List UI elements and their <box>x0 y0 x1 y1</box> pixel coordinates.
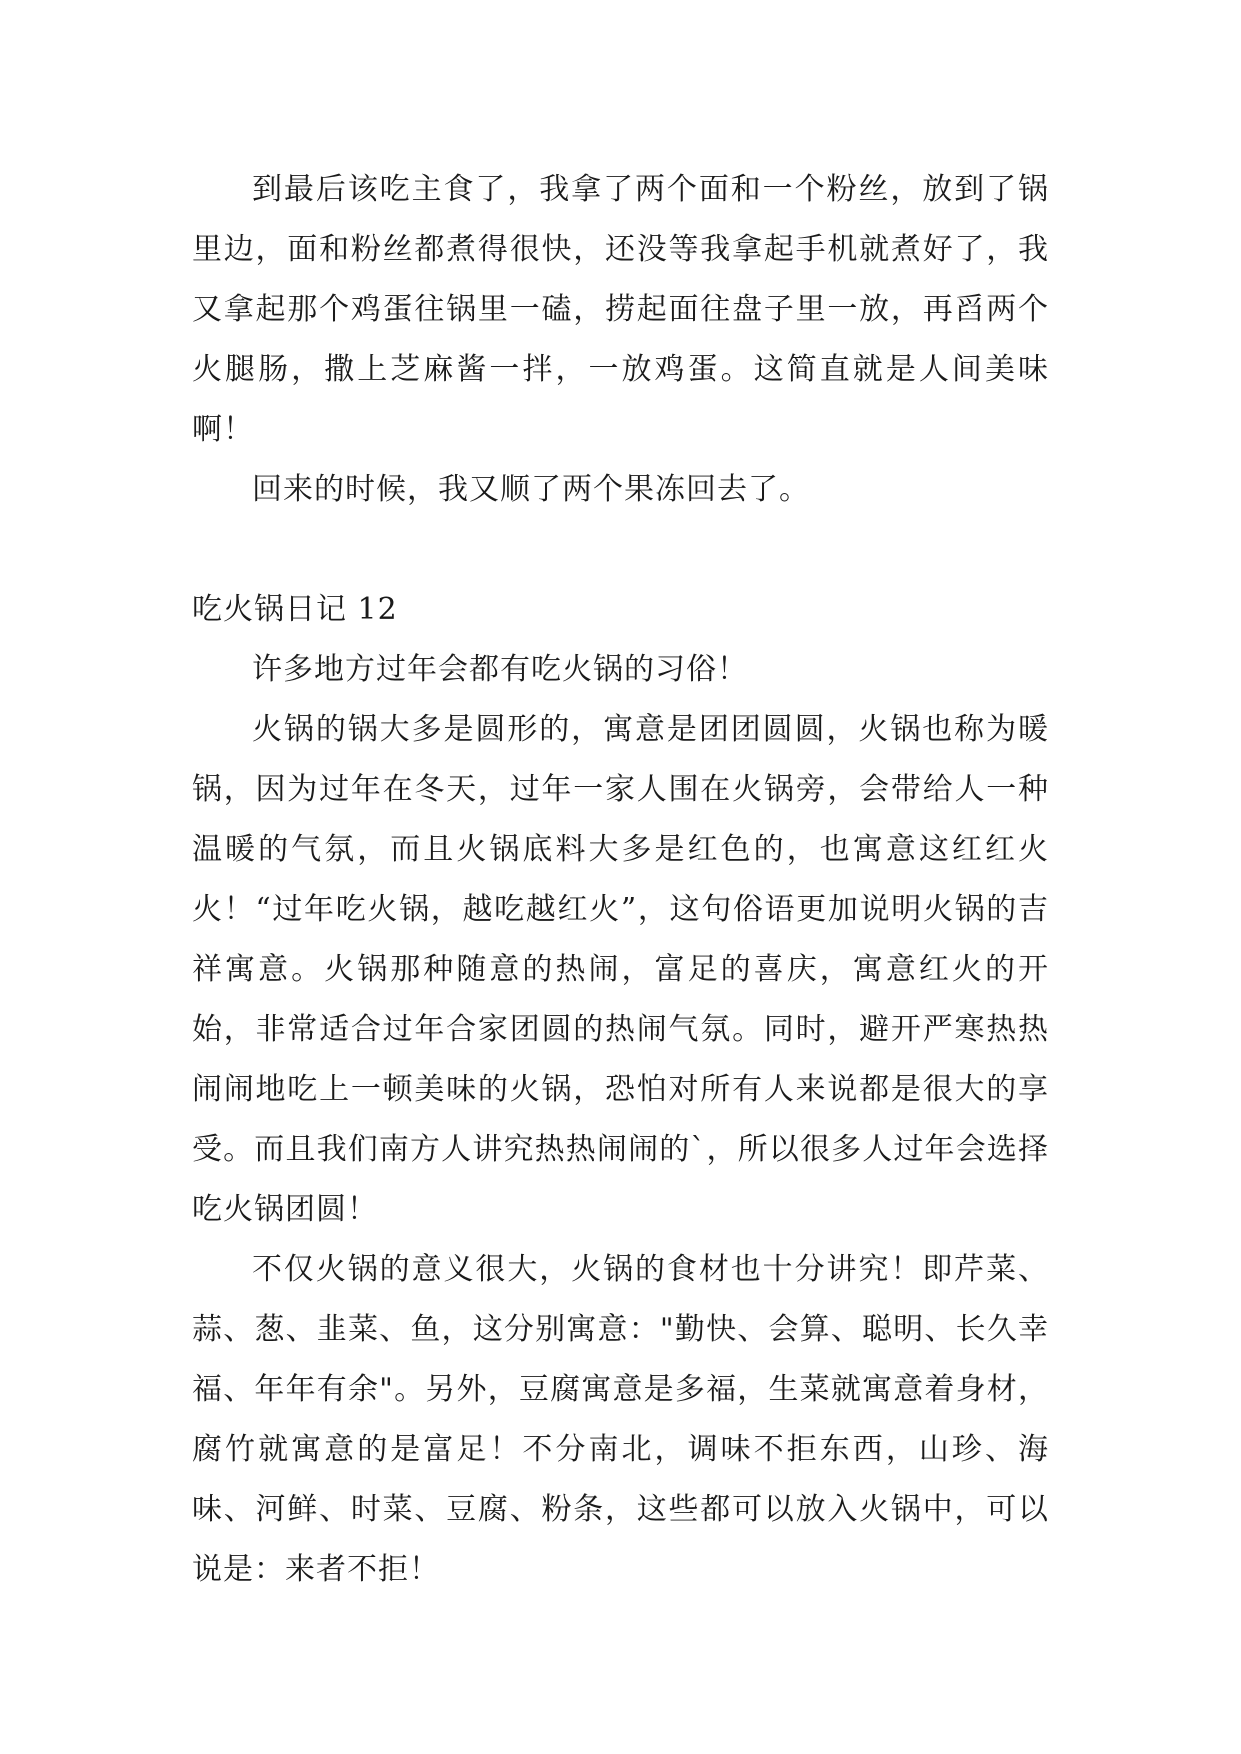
paragraph: 火锅的锅大多是圆形的，寓意是团团圆圆，火锅也称为暖锅，因为过年在冬天，过年一家人围在火锅旁，会带给人一种温暖的气氛，而且火锅底料大多是红色的，也寓意这红红火火！“过年吃火锅，越吃越红火”，这句俗语更加说明火锅的吉祥寓意。火锅那种随意的热闹，富足的喜庆，寓意红火的开始，非常适合过年合家团圆的热闹气氛。同时，避开严寒热热闹闹地吃上一顿美味的火锅，恐怕对所有人来说都是很大的享受。而且我们南方人讲究热热闹闹的`，所以很多人过年会选择吃火锅团圆！ <box>192 712 1049 1227</box>
paragraph: 到最后该吃主食了，我拿了两个面和一个粉丝，放到了锅里边，面和粉丝都煮得很快，还没等我拿起手机就煮好了，我又拿起那个鸡蛋往锅里一磕，捞起面往盘子里一放，再舀两个火腿肠，撒上芝麻酱一拌，一放鸡蛋。这简直就是人间美味啊！ <box>192 172 1049 447</box>
paragraph: 不仅火锅的意义很大，火锅的食材也十分讲究！即芹菜、蒜、葱、韭菜、鱼，这分别寓意："勤快、会算、聪明、长久幸福、年年有余"。另外，豆腐寓意是多福，生菜就寓意着身材，腐竹就寓意的是富足！不分南北，调味不拒东西，山珍、海味、河鲜、时菜、豆腐、粉条，这些都可以放入火锅中，可以说是：来者不拒！ <box>192 1252 1049 1587</box>
paragraph: 许多地方过年会都有吃火锅的习俗！ <box>252 652 748 687</box>
paragraph: 回来的时候，我又顺了两个果冻回去了。 <box>252 472 810 507</box>
document-body <box>192 160 1049 1600</box>
section-title: 吃火锅日记 12 <box>192 592 398 627</box>
